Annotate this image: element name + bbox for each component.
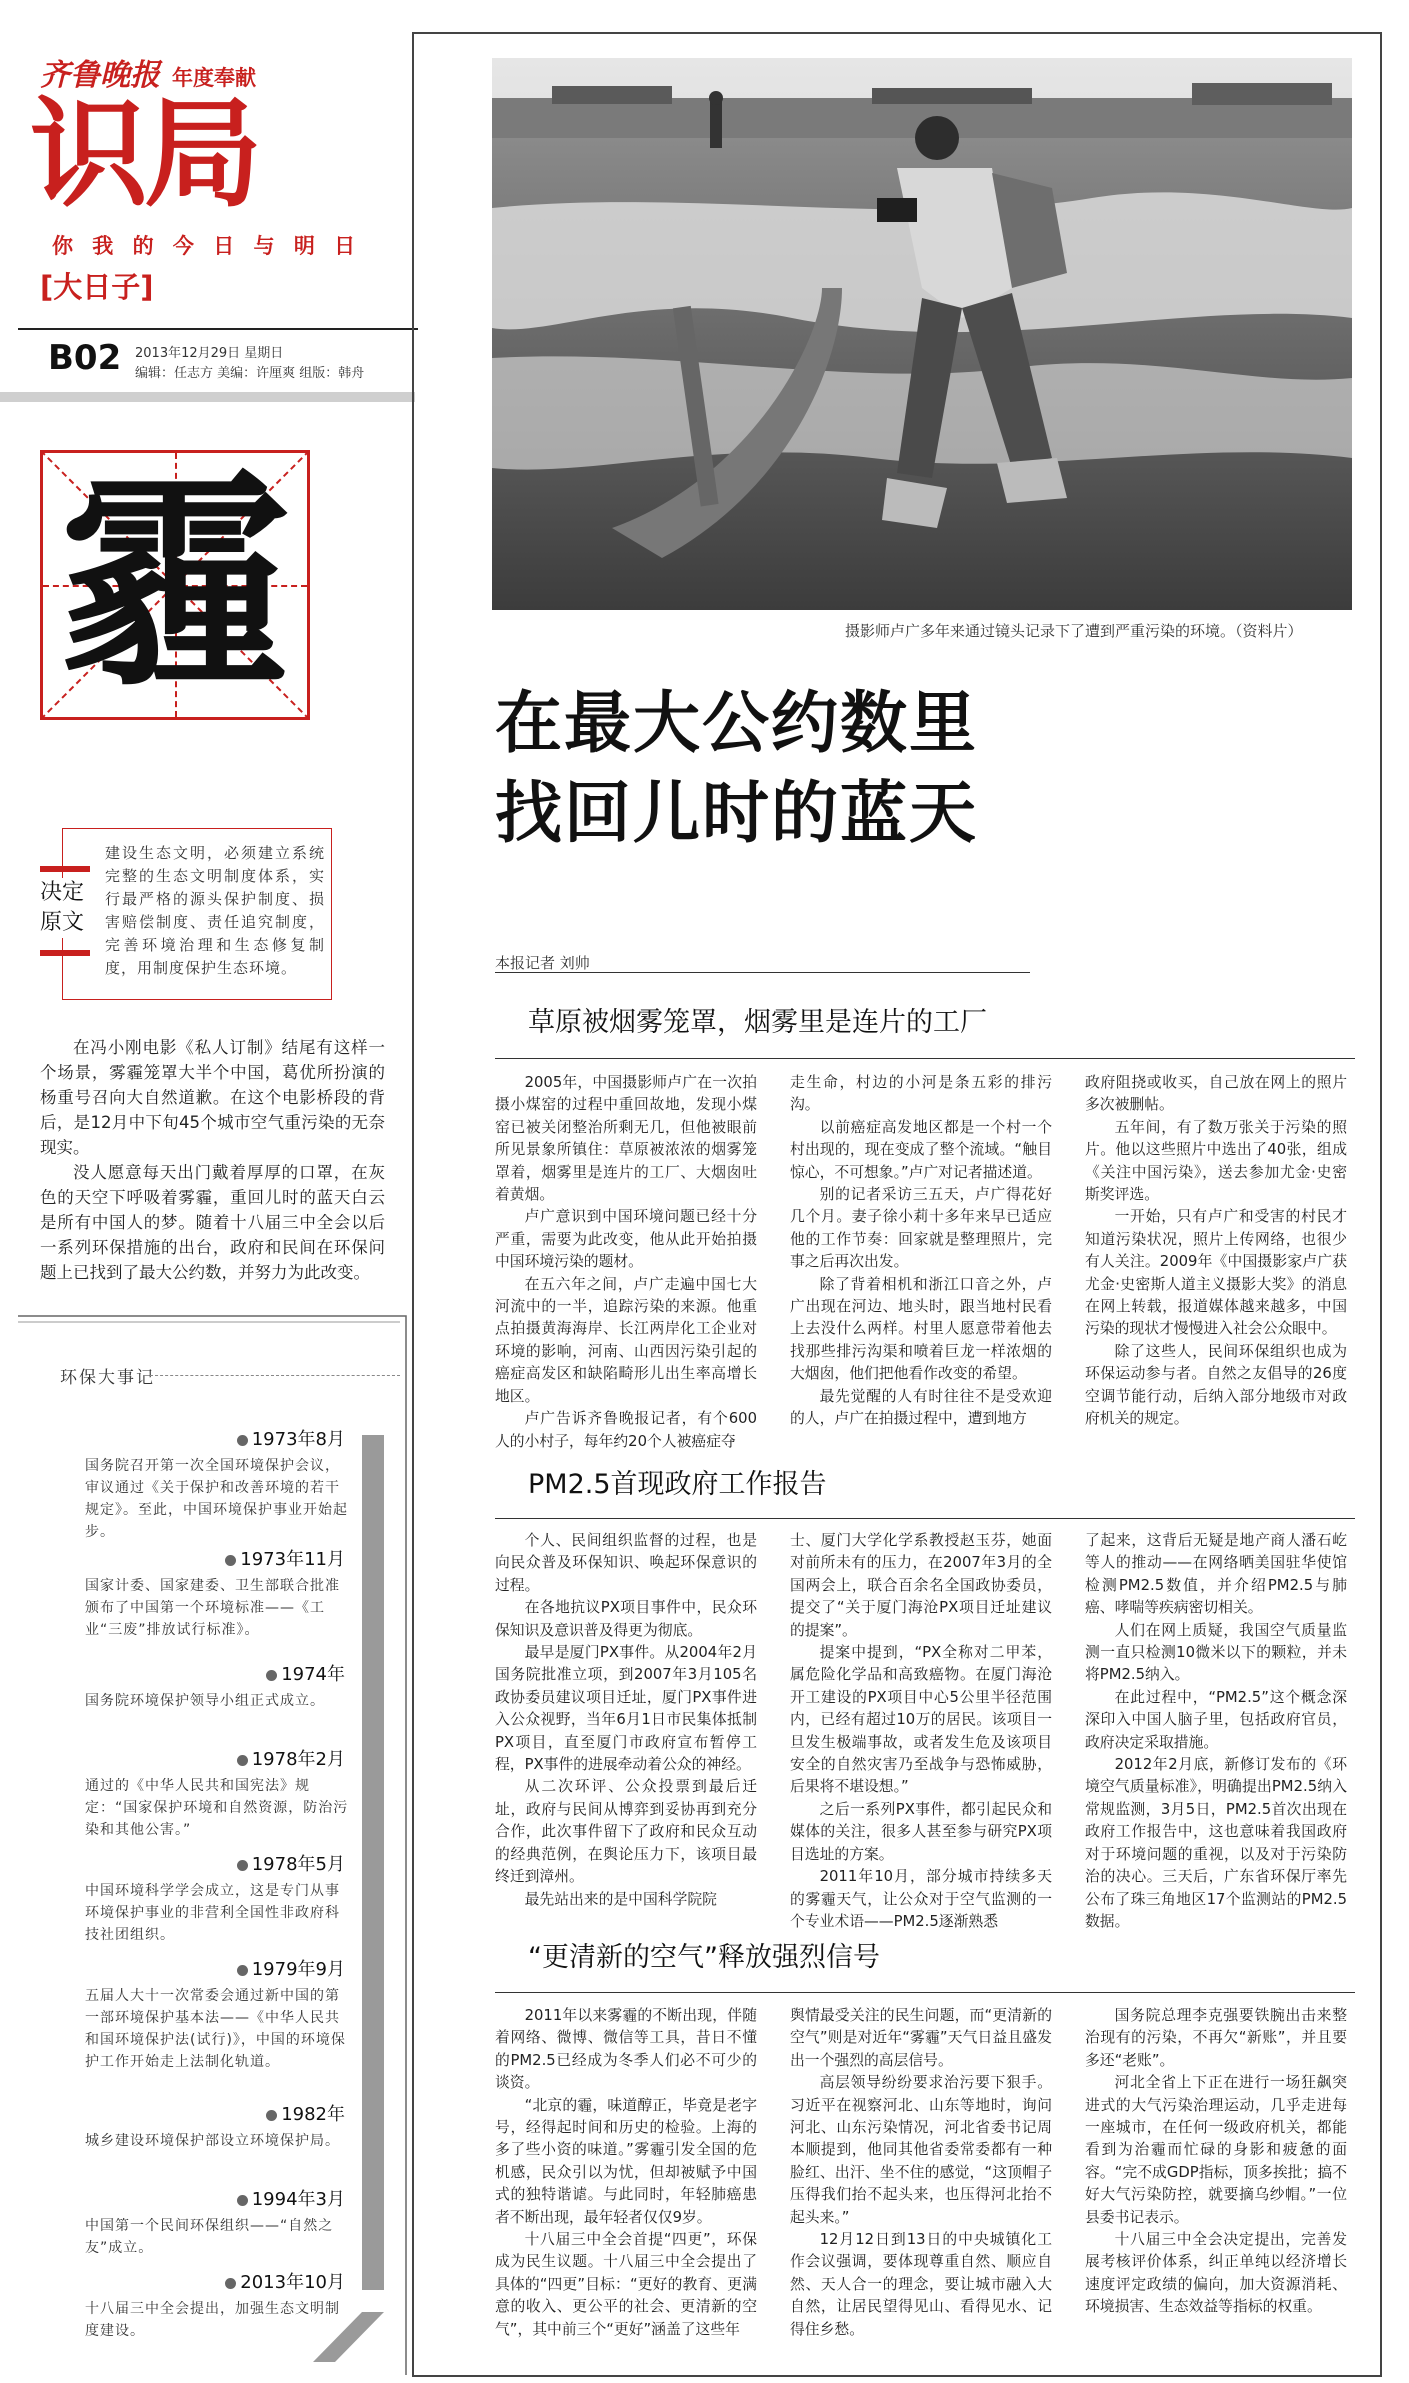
issue-date: 2013年12月29日 星期日 <box>135 346 284 361</box>
article-column <box>495 1072 757 1453</box>
intro-text <box>40 1035 385 1285</box>
headline <box>495 678 1355 858</box>
section-heading: PM2.5首现政府工作报告 <box>528 1469 827 1500</box>
paragraph: 最先站出来的是中国科学院院 <box>524 1890 717 1908</box>
paragraph: 2011年以来雾霾的不断出现，伴随着网络、微博、微信等工具，昔日不懂的PM2.5已经成为冬季人们必不可少的谈资。 <box>495 2007 757 2092</box>
article-column <box>1085 1530 1347 1933</box>
decision-text: 建设生态文明，必须建立系统完整的生态文明制度体系，实行最严格的源头保护制度、损害赔偿制度、责任追究制度，完善环境治理和生态修复制度，用制度保护生态环境。 <box>105 844 325 977</box>
timeline-year: 1978年5月 <box>237 1850 345 1876</box>
timeline-year: 2013年10月 <box>225 2268 345 2294</box>
paragraph: 舆情最受关注的民生问题，而“更清新的空气”则是对近年“雾霾”天气日益且盛发出一个强烈的高层信号。 <box>790 2007 1052 2069</box>
article-photo <box>492 58 1352 610</box>
timeline-item <box>40 1745 349 1838</box>
decision-label-line2: 原文 <box>40 910 85 935</box>
timeline-desc: 五届人大十一次常委会通过新中国的第一部环境保护基本法——《中华人民共和国环境保护法(试行)》，中国的环境保护工作开始走上法制化轨道。 <box>85 1988 346 2070</box>
decision-accent <box>40 950 90 956</box>
paragraph: 了起来，这背后无疑是地产商人潘石屹等人的推动——在网络晒美国驻华使馆检测PM2.5数值，并介绍PM2.5与肺癌、哮喘等疾病密切相关。 <box>1085 1532 1347 1617</box>
timeline-desc: 国务院召开第一次全国环境保护会议，审议通过《关于保护和改善环境的若干规定》。至此，中国环境保护事业开始起步。 <box>85 1458 348 1540</box>
paragraph: 提案中提到，“PX全称对二甲苯，属危险化学品和高致癌物。在厦门海沧开工建设的PX项目中心5公里半径范围内，已经有超过10万的居民。该项目一旦发生极端事故，或者发生危及该项目安全的自然灾害乃至战争与恐怖威胁，后果将不堪设想。” <box>790 1644 1052 1796</box>
timeline-item <box>40 1850 345 1943</box>
brand-logo: 齐鲁晚报 <box>40 58 160 93</box>
paragraph: 高层领导纷纷要求治污要下狠手。习近平在视察河北、山东等地时，询问河北、山东污染情况，河北省委书记周本顺提到，他同其他省委常委都有一种脸红、出汗、坐不住的感觉，“这顶帽子压得我们抬不起头来，也压得河北抬不起头来。” <box>790 2074 1052 2226</box>
paragraph: 别的记者采访三五天，卢广得花好几个月。妻子徐小莉十多年来早已适应他的工作节奏：回家就是整理照片，完事之后再次出发。 <box>790 1186 1052 1271</box>
paragraph: 从二次环评、公众投票到最后迁址，政府与民间从博弈到妥协再到充分合作，此次事件留下了政府和民众互动的经典范例，在舆论压力下，该项目最终迁到漳州。 <box>495 1778 757 1886</box>
timeline-desc: 通过的《中华人民共和国宪法》规定：“国家保护环境和自然资源，防治污染和其他公害。” <box>85 1778 349 1838</box>
divider <box>18 328 418 330</box>
paragraph: “北京的霾，味道醇正，毕竟是老字号，经得起时间和历史的检验。上海的多了些小资的味道。”雾霾引发全国的危机感，民众引以为忧，但却被赋予中国式的独特谐谑。与此同时，年轻肺癌患者不断出现，最年轻者仅仅9岁。 <box>495 2096 757 2226</box>
article-column <box>790 1072 1052 1431</box>
timeline-item <box>40 2185 345 2255</box>
timeline-desc: 中国环境科学学会成立，这是专门从事环境保护事业的非营利全国性非政府科技社团组织。 <box>85 1883 340 1943</box>
paragraph: 河北全省上下正在进行一场狂飙突进式的大气污染治理运动，几乎走进每一座城市，在任何一级政府机关，都能看到为治霾而忙碌的身影和疲惫的面容。“完不成GDP指标，顶多挨批；搞不好大气污染防控，就要摘乌纱帽。”一位县委书记表示。 <box>1085 2074 1347 2226</box>
paragraph: 一开始，只有卢广和受害的村民才知道污染状况，照片上传网络，也很少有人关注。2009年《中国摄影家卢广获尤金·史密斯人道主义摄影大奖》的消息在网上转载，报道媒体越来越多，中国污染的现状才慢慢进入社会公众眼中。 <box>1085 1208 1347 1338</box>
paragraph: 除了这些人，民间环保组织也成为环保运动参与者。自然之友倡导的26度空调节能行动，后纳入部分地级市对政府机关的规定。 <box>1085 1342 1347 1428</box>
timeline-desc: 城乡建设环境保护部设立环境保护局。 <box>85 2133 340 2149</box>
timeline-year: 1994年3月 <box>237 2185 345 2211</box>
timeline-year: 1973年8月 <box>237 1425 345 1451</box>
paragraph: 12月12日到13日的中央城镇化工作会议强调，要体现尊重自然、顺应自然、天人合一的理念，要让城市融入大自然，让居民望得见山、看得见水、记得住乡愁。 <box>790 2231 1052 2338</box>
divider <box>495 1518 1355 1519</box>
article-column <box>1085 2005 1347 2319</box>
photo-caption: 摄影师卢广多年来通过镜头记录下了遭到严重污染的环境。（资料片） <box>845 622 1303 640</box>
timeline-item <box>40 2100 345 2170</box>
paragraph: 国务院总理李克强要铁腕出击来整治现有的污染，不再欠“新账”，并且要多还“老账”。 <box>1085 2007 1347 2069</box>
paragraph: 卢广告诉齐鲁晚报记者，有个600人的小村子，每年约20个人被癌症夺 <box>495 1410 757 1450</box>
paragraph: 在五六年之间，卢广走遍中国七大河流中的一半，追踪污染的来源。他重点拍摄黄海海岸、长江两岸化工企业对环境的影响，河南、山西因污染引起的癌症高发区和缺陷畸形儿出生率高增长地区。 <box>495 1275 757 1405</box>
divider-bar <box>0 392 415 402</box>
paragraph: 之后一系列PX事件，都引起民众和媒体的关注，很多人甚至参与研究PX项目选址的方案。 <box>790 1800 1052 1863</box>
article-column <box>790 1530 1052 1933</box>
timeline-year: 1978年2月 <box>237 1745 345 1771</box>
section-heading: “更清新的空气”释放强烈信号 <box>528 1942 880 1973</box>
paragraph: 最早是厦门PX事件。从2004年2月国务院批准立项，到2007年3月105名政协委员建议项目迁址，厦门PX事件进入公众视野，当年6月1日市民集体抵制PX项目，直至厦门市政府宣布暂停工程，PX事件的进展牵动着公众的神经。 <box>495 1644 757 1774</box>
timeline-desc: 国家计委、国家建委、卫生部联合批准颁布了中国第一个环境标准——《工业“三废”排放试行标准》。 <box>85 1578 340 1638</box>
timeline-item <box>40 1660 345 1730</box>
paragraph: 2011年10月，部分城市持续多天的雾霾天气，让公众对于空气监测的一个专业术语——PM2.5逐渐熟悉 <box>790 1868 1052 1930</box>
paragraph: 卢广意识到中国环境问题已经十分严重，需要为此改变，他从此开始拍摄中国环境污染的题材。 <box>495 1208 757 1271</box>
decision-label-line1: 决定 <box>40 880 85 905</box>
decision-accent <box>40 866 90 872</box>
section-subtitle: 你 我 的 今 日 与 明 日 <box>52 234 362 258</box>
paragraph: 2012年2月底，新修订发布的《环境空气质量标准》，明确提出PM2.5纳入常规监测，3月5日，PM2.5首次出现在政府工作报告中，这也意味着我国政府对于环境问题的重视，以及对于污染防治的决心。三天后，广东省环保厅率先公布了珠三角地区17个监测站的PM2.5数据。 <box>1085 1756 1347 1930</box>
timeline-desc: 中国第一个民间环保组织——“自然之友”成立。 <box>85 2218 334 2256</box>
paragraph: 除了背着相机和浙江口音之外，卢广出现在河边、地头时，跟当地村民看上去没什么两样。村里人愿意带着他去找那些排污沟渠和喷着巨龙一样浓烟的大烟囱，他们把他看作改变的希望。 <box>790 1275 1052 1383</box>
paragraph: 十八届三中全会决定提出，完善发展考核评价体系，纠正单纯以经济增长速度评定政绩的偏向，加大资源消耗、环境损害、生态效益等指标的权重。 <box>1085 2231 1347 2316</box>
paragraph: 以前癌症高发地区都是一个村一个村出现的，现在变成了整个流域。“触目惊心，不可想象。”卢广对记者描述道。 <box>790 1118 1052 1181</box>
page-number: B02 <box>48 338 122 378</box>
paragraph: 政府阻挠或收买，自己放在网上的照片多次被删帖。 <box>1085 1074 1347 1114</box>
paragraph: 在各地抗议PX项目事件中，民众环保知识及意识普及得更为彻底。 <box>495 1599 757 1639</box>
timeline-year: 1973年11月 <box>225 1545 345 1571</box>
paragraph: 人们在网上质疑，我国空气质量监测一直只检测10微米以下的颗粒，并未将PM2.5纳入。 <box>1085 1621 1347 1684</box>
paragraph: 走生命，村边的小河是条五彩的排污沟。 <box>790 1074 1052 1114</box>
section-heading: 草原被烟雾笼罩，烟雾里是连片的工厂 <box>528 1007 987 1038</box>
headline-line: 在最大公约数里 <box>495 684 978 762</box>
section-title: 识局 <box>30 85 259 223</box>
timeline-year: 1974年 <box>266 1660 345 1686</box>
photo-illustration <box>492 58 1352 610</box>
tagline: 年度奉献 <box>172 66 256 90</box>
paragraph: 最先觉醒的人有时往往不是受欢迎的人，卢广在拍摄过程中，遭到地方 <box>790 1387 1052 1428</box>
article-column <box>790 2005 1052 2341</box>
divider <box>495 972 1030 973</box>
byline: 本报记者 刘帅 <box>495 954 590 972</box>
timeline-year: 1979年9月 <box>237 1955 345 1981</box>
article-frame-left <box>412 32 414 2377</box>
timeline-bar <box>362 1435 384 2290</box>
timeline-desc: 国务院环境保护领导小组正式成立。 <box>85 1693 325 1709</box>
paragraph: 2005年，中国摄影师卢广在一次拍摄小煤窑的过程中重回故地，发现小煤窑已被关闭整治所剩无几，但他被眼前所见景象所镇住：草原被浓浓的烟雾笼罩着，烟雾里是连片的工厂、大烟囱吐着黄烟。 <box>495 1074 757 1204</box>
timeline-desc: 十八届三中全会提出，加强生态文明制度建设。 <box>85 2301 340 2339</box>
timeline-item <box>40 1955 346 2070</box>
article-column <box>495 2005 757 2341</box>
article-column <box>495 1530 757 1911</box>
intro-paragraph: 在冯小刚电影《私人订制》结尾有这样一个场景，雾霾笼罩大半个中国，葛优所扮演的杨重号召向大自然道歉。在这个电影桥段的背后，是12月中下旬45个城市空气重污染的无奈现实。 <box>40 1038 385 1157</box>
section-tag: [大日子] <box>40 270 154 304</box>
paragraph: 在此过程中，“PM2.5”这个概念深深印入中国人脑子里，包括政府官员，政府决定采取措施。 <box>1085 1688 1347 1751</box>
divider <box>495 1058 1355 1059</box>
paragraph: 五年间，有了数万张关于污染的照片。他以这些照片中选出了40张，组成《关注中国污染》，送去参加尤金·史密斯奖评选。 <box>1085 1118 1347 1204</box>
timeline-item <box>40 1545 345 1645</box>
intro-paragraph: 没人愿意每天出门戴着厚厚的口罩，在灰色的天空下呼吸着雾霾，重回儿时的蓝天白云是所有中国人的梦。随着十八届三中全会以后一系列环保措施的出台，政府和民间在环保问题上已找到了最大公约数，并努力为此改变。 <box>40 1163 385 1282</box>
timeline-title: 环保大事记 <box>60 1368 155 1388</box>
editor-credits: 编辑：任志方 美编：许厘爽 组版：韩舟 <box>135 366 365 381</box>
paragraph: 士、厦门大学化学系教授赵玉芬，她面对前所未有的压力，在2007年3月的全国两会上，联合百余名全国政协委员，提交了“关于厦门海沧PX项目迁址建议的提案”。 <box>790 1532 1052 1639</box>
paragraph: 十八届三中全会首提“四更”，环保成为民生议题。十八届三中全会提出了具体的“四更”目标：“更好的教育、更满意的收入、更公平的社会、更清新的空气”，其中前三个“更好”涵盖了这些年 <box>495 2231 757 2338</box>
headline-line: 找回儿时的蓝天 <box>495 774 978 852</box>
article-column <box>1085 1072 1347 1431</box>
timeline-item <box>40 2268 345 2338</box>
paragraph: 个人、民间组织监督的过程，也是向民众普及环保知识、唤起环保意识的过程。 <box>495 1532 757 1594</box>
keyword-character: 霾 <box>59 451 290 718</box>
divider <box>495 1992 1355 1993</box>
keyword-character-box <box>40 450 310 720</box>
decision-label <box>40 878 90 938</box>
timeline-item <box>40 1425 348 1540</box>
divider <box>150 1375 400 1377</box>
timeline-year: 1982年 <box>266 2100 345 2126</box>
